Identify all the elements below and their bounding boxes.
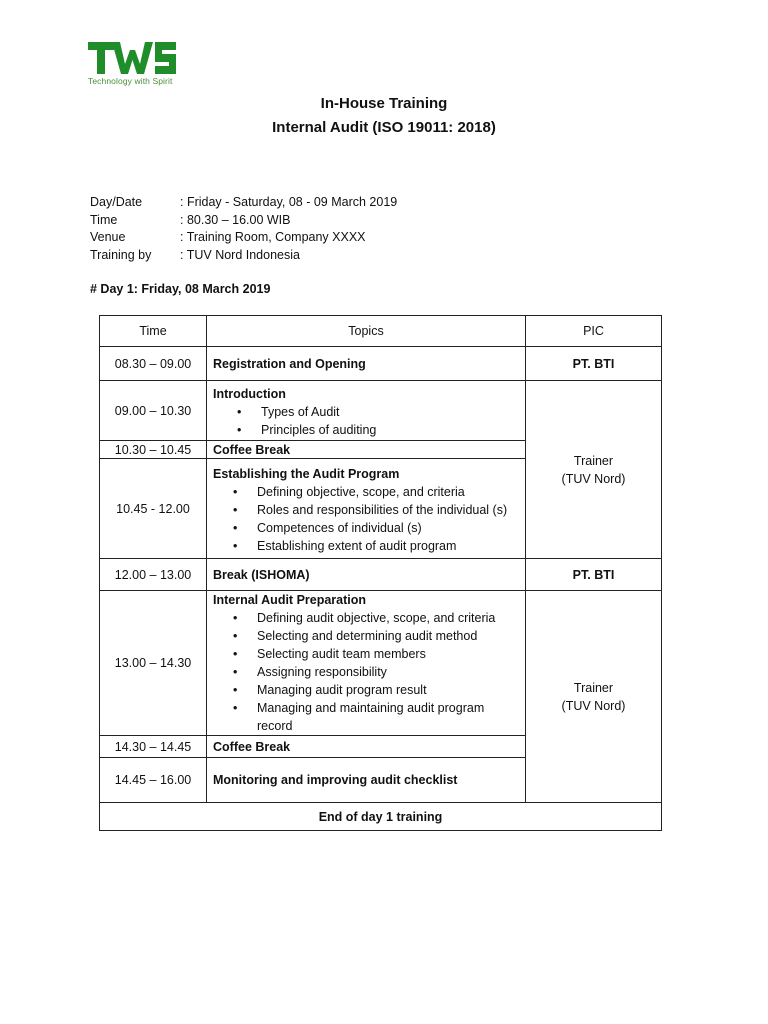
row-topic-cell <box>207 381 526 441</box>
table-row <box>100 591 662 736</box>
row-topic: Break (ISHOMA) <box>207 559 526 591</box>
header-time: Time <box>100 316 207 347</box>
row-pic <box>526 381 662 559</box>
info-label: Day/Date <box>90 195 143 209</box>
row-time: 14.45 – 16.00 <box>100 758 207 803</box>
pic-trainer-org: (TUV Nord) <box>561 471 626 486</box>
info-label: Time <box>90 212 118 227</box>
row-time: 09.00 – 10.30 <box>100 381 207 441</box>
list-item: • Selecting and determining audit method <box>213 627 519 645</box>
pic-trainer-org: (TUV Nord) <box>561 698 626 713</box>
row-topic: Introduction <box>213 386 286 401</box>
row-topic-cell <box>207 591 526 736</box>
row-topic: Coffee Break <box>207 736 526 758</box>
list-item: • Roles and responsibilities of the individual (s) <box>213 501 519 519</box>
info-value: : Training Room, Company XXXX <box>180 230 366 244</box>
training-info <box>90 194 397 264</box>
pic-trainer: Trainer <box>573 680 614 695</box>
list-item: • Defining objective, scope, and criteria <box>213 483 519 501</box>
document-subtitle: Internal Audit (ISO 19011: 2018) <box>272 119 496 136</box>
pic-trainer: Trainer <box>573 453 614 468</box>
row-pic <box>526 591 662 803</box>
tws-logo-icon <box>88 40 176 76</box>
list-item: • Establishing extent of audit program <box>213 537 519 555</box>
info-value: : 80.30 – 16.00 WIB <box>180 212 291 227</box>
row-topic: Internal Audit Preparation <box>213 593 367 607</box>
row-topic: Monitoring and improving audit checklist <box>207 758 526 803</box>
table-footer-row <box>100 803 662 831</box>
topic-list <box>213 609 519 735</box>
header-topics: Topics <box>207 316 526 347</box>
row-topic: Establishing the Audit Program <box>213 467 400 481</box>
list-item: • Defining audit objective, scope, and criteria <box>213 609 519 627</box>
list-item: • Managing and maintaining audit program record <box>213 699 519 735</box>
row-time: 10.45 - 12.00 <box>100 459 207 559</box>
info-label: Venue <box>90 230 126 244</box>
header-pic: PIC <box>526 316 662 347</box>
list-item: • Managing audit program result <box>213 681 519 699</box>
row-time: 10.30 – 10.45 <box>100 441 207 459</box>
logo-tagline: Technology with Spirit <box>88 76 173 86</box>
row-time: 12.00 – 13.00 <box>100 559 207 591</box>
list-item: • Competences of individual (s) <box>213 519 519 537</box>
row-topic: Registration and Opening <box>207 347 526 381</box>
list-item: • Selecting audit team members <box>213 645 519 663</box>
list-item: • Types of Audit <box>213 403 519 421</box>
end-of-day-note: End of day 1 training <box>100 803 662 831</box>
table-header-row <box>100 316 662 347</box>
row-time: 14.30 – 14.45 <box>100 736 207 758</box>
table-row <box>100 381 662 441</box>
topic-list <box>213 403 519 439</box>
info-label: Training by <box>90 247 152 262</box>
info-row-time <box>90 212 397 230</box>
table-row <box>100 559 662 591</box>
topic-list <box>213 483 519 555</box>
row-topic-cell <box>207 459 526 559</box>
list-item: • Assigning responsibility <box>213 663 519 681</box>
info-row-venue <box>90 229 397 247</box>
row-topic: Coffee Break <box>207 441 526 459</box>
company-logo <box>88 40 188 86</box>
row-pic: PT. BTI <box>526 559 662 591</box>
table-row <box>100 347 662 381</box>
info-value: : TUV Nord Indonesia <box>180 247 300 262</box>
schedule-table <box>99 315 662 831</box>
info-row-trainer <box>90 247 397 265</box>
document-title: In-House Training <box>320 95 448 112</box>
list-item: • Principles of auditing <box>213 421 519 439</box>
row-time: 13.00 – 14.30 <box>100 591 207 736</box>
day-heading: # Day 1: Friday, 08 March 2019 <box>90 282 271 296</box>
info-row-date <box>90 194 397 212</box>
info-value: : Friday - Saturday, 08 - 09 March 2019 <box>180 195 398 209</box>
row-time: 08.30 – 09.00 <box>100 347 207 381</box>
row-pic: PT. BTI <box>526 347 662 381</box>
